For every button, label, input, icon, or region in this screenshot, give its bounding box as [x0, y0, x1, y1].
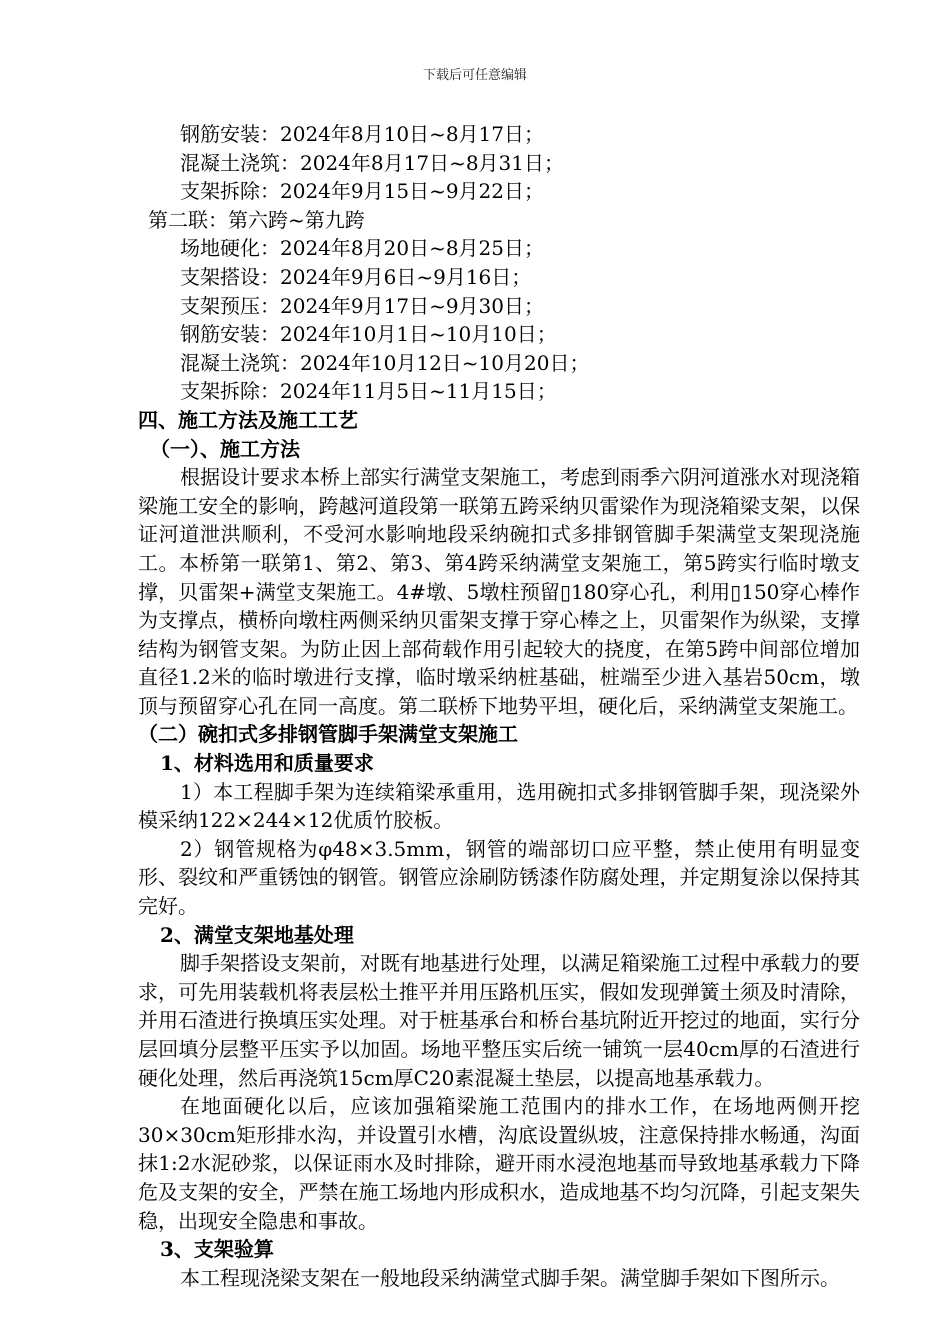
document-body [138, 120, 860, 1292]
schedule-line: 支架搭设：2024年9月6日~9月16日； [180, 264, 532, 289]
item-heading: 3、支架验算 [160, 1237, 274, 1262]
body-paragraph: 根据设计要求本桥上部实行满堂支架施工，考虑到雨季六阴河道涨水对现浇箱梁施工安全的影响，跨越河道段第一联第五跨采纳贝雷梁作为现浇箱梁支架，以保证河道泄洪顺利，不受河水影响地段采纳碗扣式多排钢管脚手架满堂支架现浇施工。本桥第一联第1、第2、第3、第4跨采纳满堂支架施工，第5跨实行临时墩支撑，贝雷架+满堂支架施工。4#墩、5墩柱预留▯180穿心孔，利用▯150穿心棒作为支撑点，横桥向墩柱两侧采纳贝雷架支撑于穿心棒之上，贝雷架作为纵梁，支撑结构为钢管支架。为防止因上部荷载作用引起较大的挠度，在第5跨中间部位增加直径1.2米的临时墩进行支撑，临时墩采纳桩基础，桩端至少进入基岩50cm，墩顶与预留穿心孔在同一高度。第二联桥下地势平坦，硬化后，采纳满堂支架施工。 [138, 465, 860, 718]
schedule-line: 支架预压：2024年9月17日~9月30日； [180, 293, 545, 318]
item-heading: 1、材料选用和质量要求 [160, 751, 374, 776]
schedule-line: 场地硬化：2024年8月20日~8月25日； [180, 236, 545, 261]
body-paragraph: 1）本工程脚手架为连续箱梁承重用，选用碗扣式多排钢管脚手架，现浇梁外模采纳122×244×12优质竹胶板。 [138, 779, 860, 833]
body-paragraph: 2）钢管规格为φ48×3.5mm，钢管的端部切口应平整，禁止使用有明显变形、裂纹和严重锈蚀的钢管。钢管应涂刷防锈漆作防腐处理，并定期复涂以保持其完好。 [138, 836, 860, 919]
subsection-heading: （二）碗扣式多排钢管脚手架满堂支架施工 [138, 722, 518, 747]
schedule-group-title: 第二联：第六跨~第九跨 [148, 207, 365, 232]
schedule-line: 混凝土浇筑：2024年8月17日~8月31日； [180, 150, 565, 175]
schedule-line: 钢筋安装：2024年8月10日~8月17日； [180, 122, 545, 146]
schedule-line: 钢筋安装：2024年10月1日~10月10日； [180, 322, 557, 347]
section-heading: 四、施工方法及施工工艺 [138, 407, 358, 432]
page-header: 下载后可任意编辑 [422, 68, 527, 83]
subsection-heading: （一）、施工方法 [150, 436, 300, 461]
schedule-line: 支架拆除：2024年11月5日~11月15日； [180, 379, 557, 404]
schedule-line: 支架拆除：2024年9月15日~9月22日； [180, 179, 545, 204]
body-paragraph: 本工程现浇梁支架在一般地段采纳满堂式脚手架。满堂脚手架如下图所示。 [180, 1265, 840, 1290]
body-paragraph: 在地面硬化以后，应该加强箱梁施工范围内的排水工作，在场地两侧开挖30×30cm矩形排水沟，并设置引水槽，沟底设置纵坡，注意保持排水畅通，沟面抹1:2水泥砂浆，以保证雨水及时排除，避开雨水浸泡地基而导致地基承载力下降危及支架的安全，严禁在施工场地内形成积水，造成地基不均匀沉降，引起支架失稳，出现安全隐患和事故。 [138, 1094, 860, 1233]
body-paragraph: 脚手架搭设支架前，对既有地基进行处理，以满足箱梁施工过程中承载力的要求，可先用装载机将表层松土推平并用压路机压实，假如发现弹簧土须及时清除，并用石渣进行换填压实处理。对于桩基承台和桥台基坑附近开挖过的地面，实行分层回填分层整平压实予以加固。场地平整压实后统一铺筑一层40cm厚的石渣进行硬化处理，然后再浇筑15cm厚C20素混凝土垫层，以提高地基承载力。 [138, 951, 860, 1090]
item-heading: 2、满堂支架地基处理 [160, 922, 354, 947]
schedule-line: 混凝土浇筑：2024年10月12日~10月20日； [180, 350, 590, 375]
